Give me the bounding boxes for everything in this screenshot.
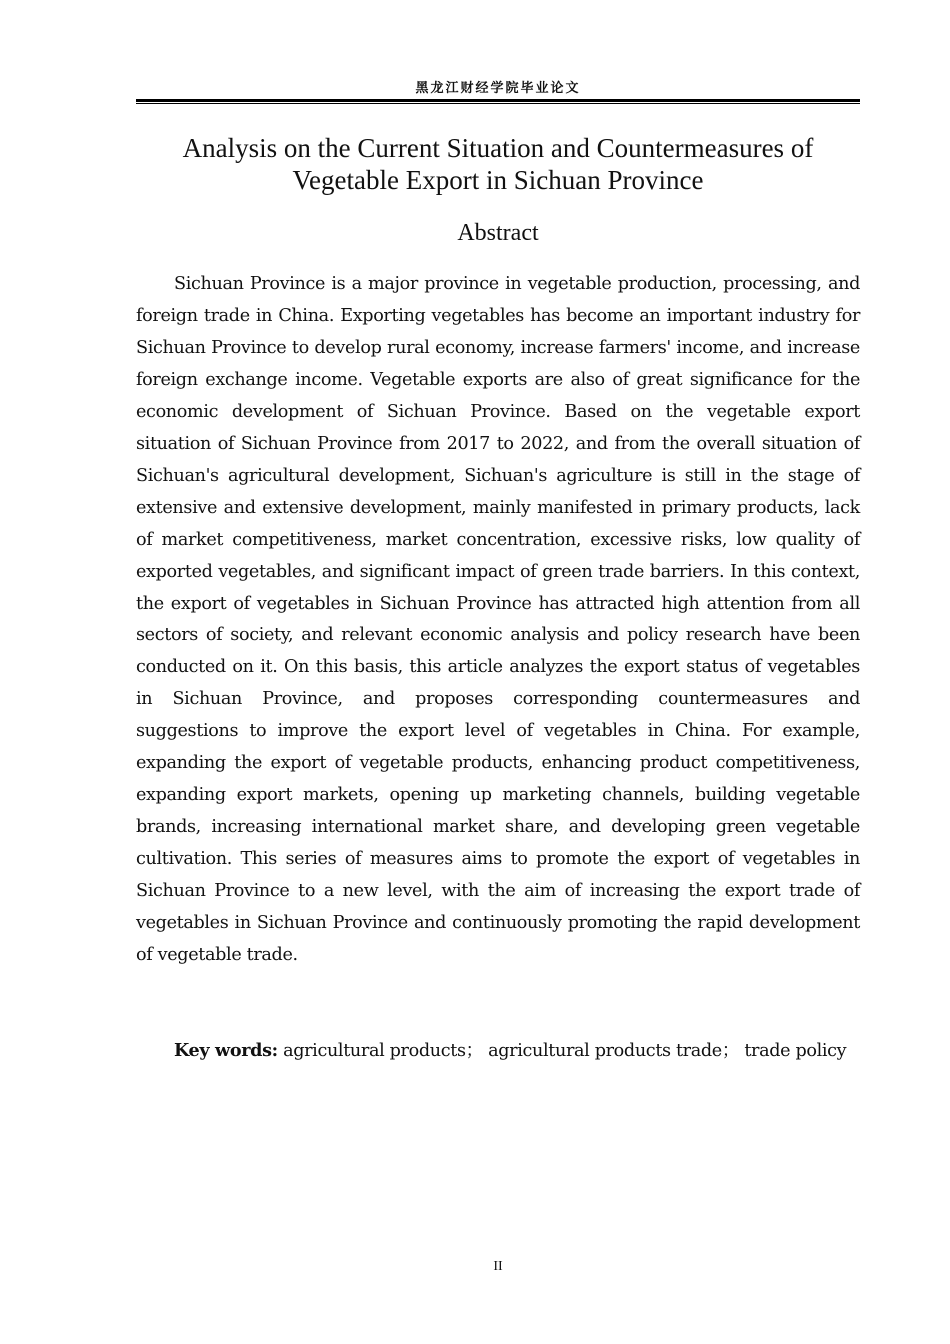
header-rule (136, 99, 860, 105)
document-page (136, 0, 860, 1344)
abstract-heading: Abstract (457, 220, 539, 246)
header-rule-thick (136, 99, 860, 102)
keywords-text: agricultural products； agricultural products trade； trade policy (283, 1041, 847, 1061)
keywords-label: Key words: (174, 1040, 278, 1061)
running-header: 黑龙江财经学院毕业论文 (415, 81, 581, 96)
abstract-body: Sichuan Province is a major province in vegetable production, processing, and foreign trade in China. Exporting vegetables has become an important industry for Sichuan Province to develop rural economy, increase farmers' income, and increase foreign exchange income. Vegetable exports are also of great significance for the economic development of Sichuan Province. Based on the vegetable export situation of Sichuan Province from 2017 to 2022, and from the overall situation of Sichuan's agricultural development, Sichuan's agriculture is still in the stage of extensive and extensive development, mainly manifested in primary products, lack of market competitiveness, market concentration, excessive risks, low quality of exported vegetables, and significant impact of green trade barriers. In this context, the export of vegetables in Sichuan Province has attracted high attention from all sectors of society, and relevant economic analysis and policy research have been conducted on it. On this basis, this article analyzes the export status of vegetables in Sichuan Province, and proposes corresponding countermeasures and suggestions to improve the export level of vegetables in China. For example, expanding the export of vegetable products, enhancing product competitiveness, expanding export markets, opening up marketing channels, building vegetable brands, increasing international market share, and developing green vegetable cultivation. This series of measures aims to promote the export of vegetables in Sichuan Province to a new level, with the aim of increasing the export trade of vegetables in Sichuan Province and continuously promoting the rapid development of vegetable trade. (136, 274, 860, 966)
paper-title: Analysis on the Current Situation and Countermeasures of Vegetable Export in Sichuan Province (182, 133, 814, 195)
page-number: II (493, 1259, 503, 1274)
keywords-paragraph (136, 1035, 860, 1067)
header-rule-thin (136, 103, 860, 104)
